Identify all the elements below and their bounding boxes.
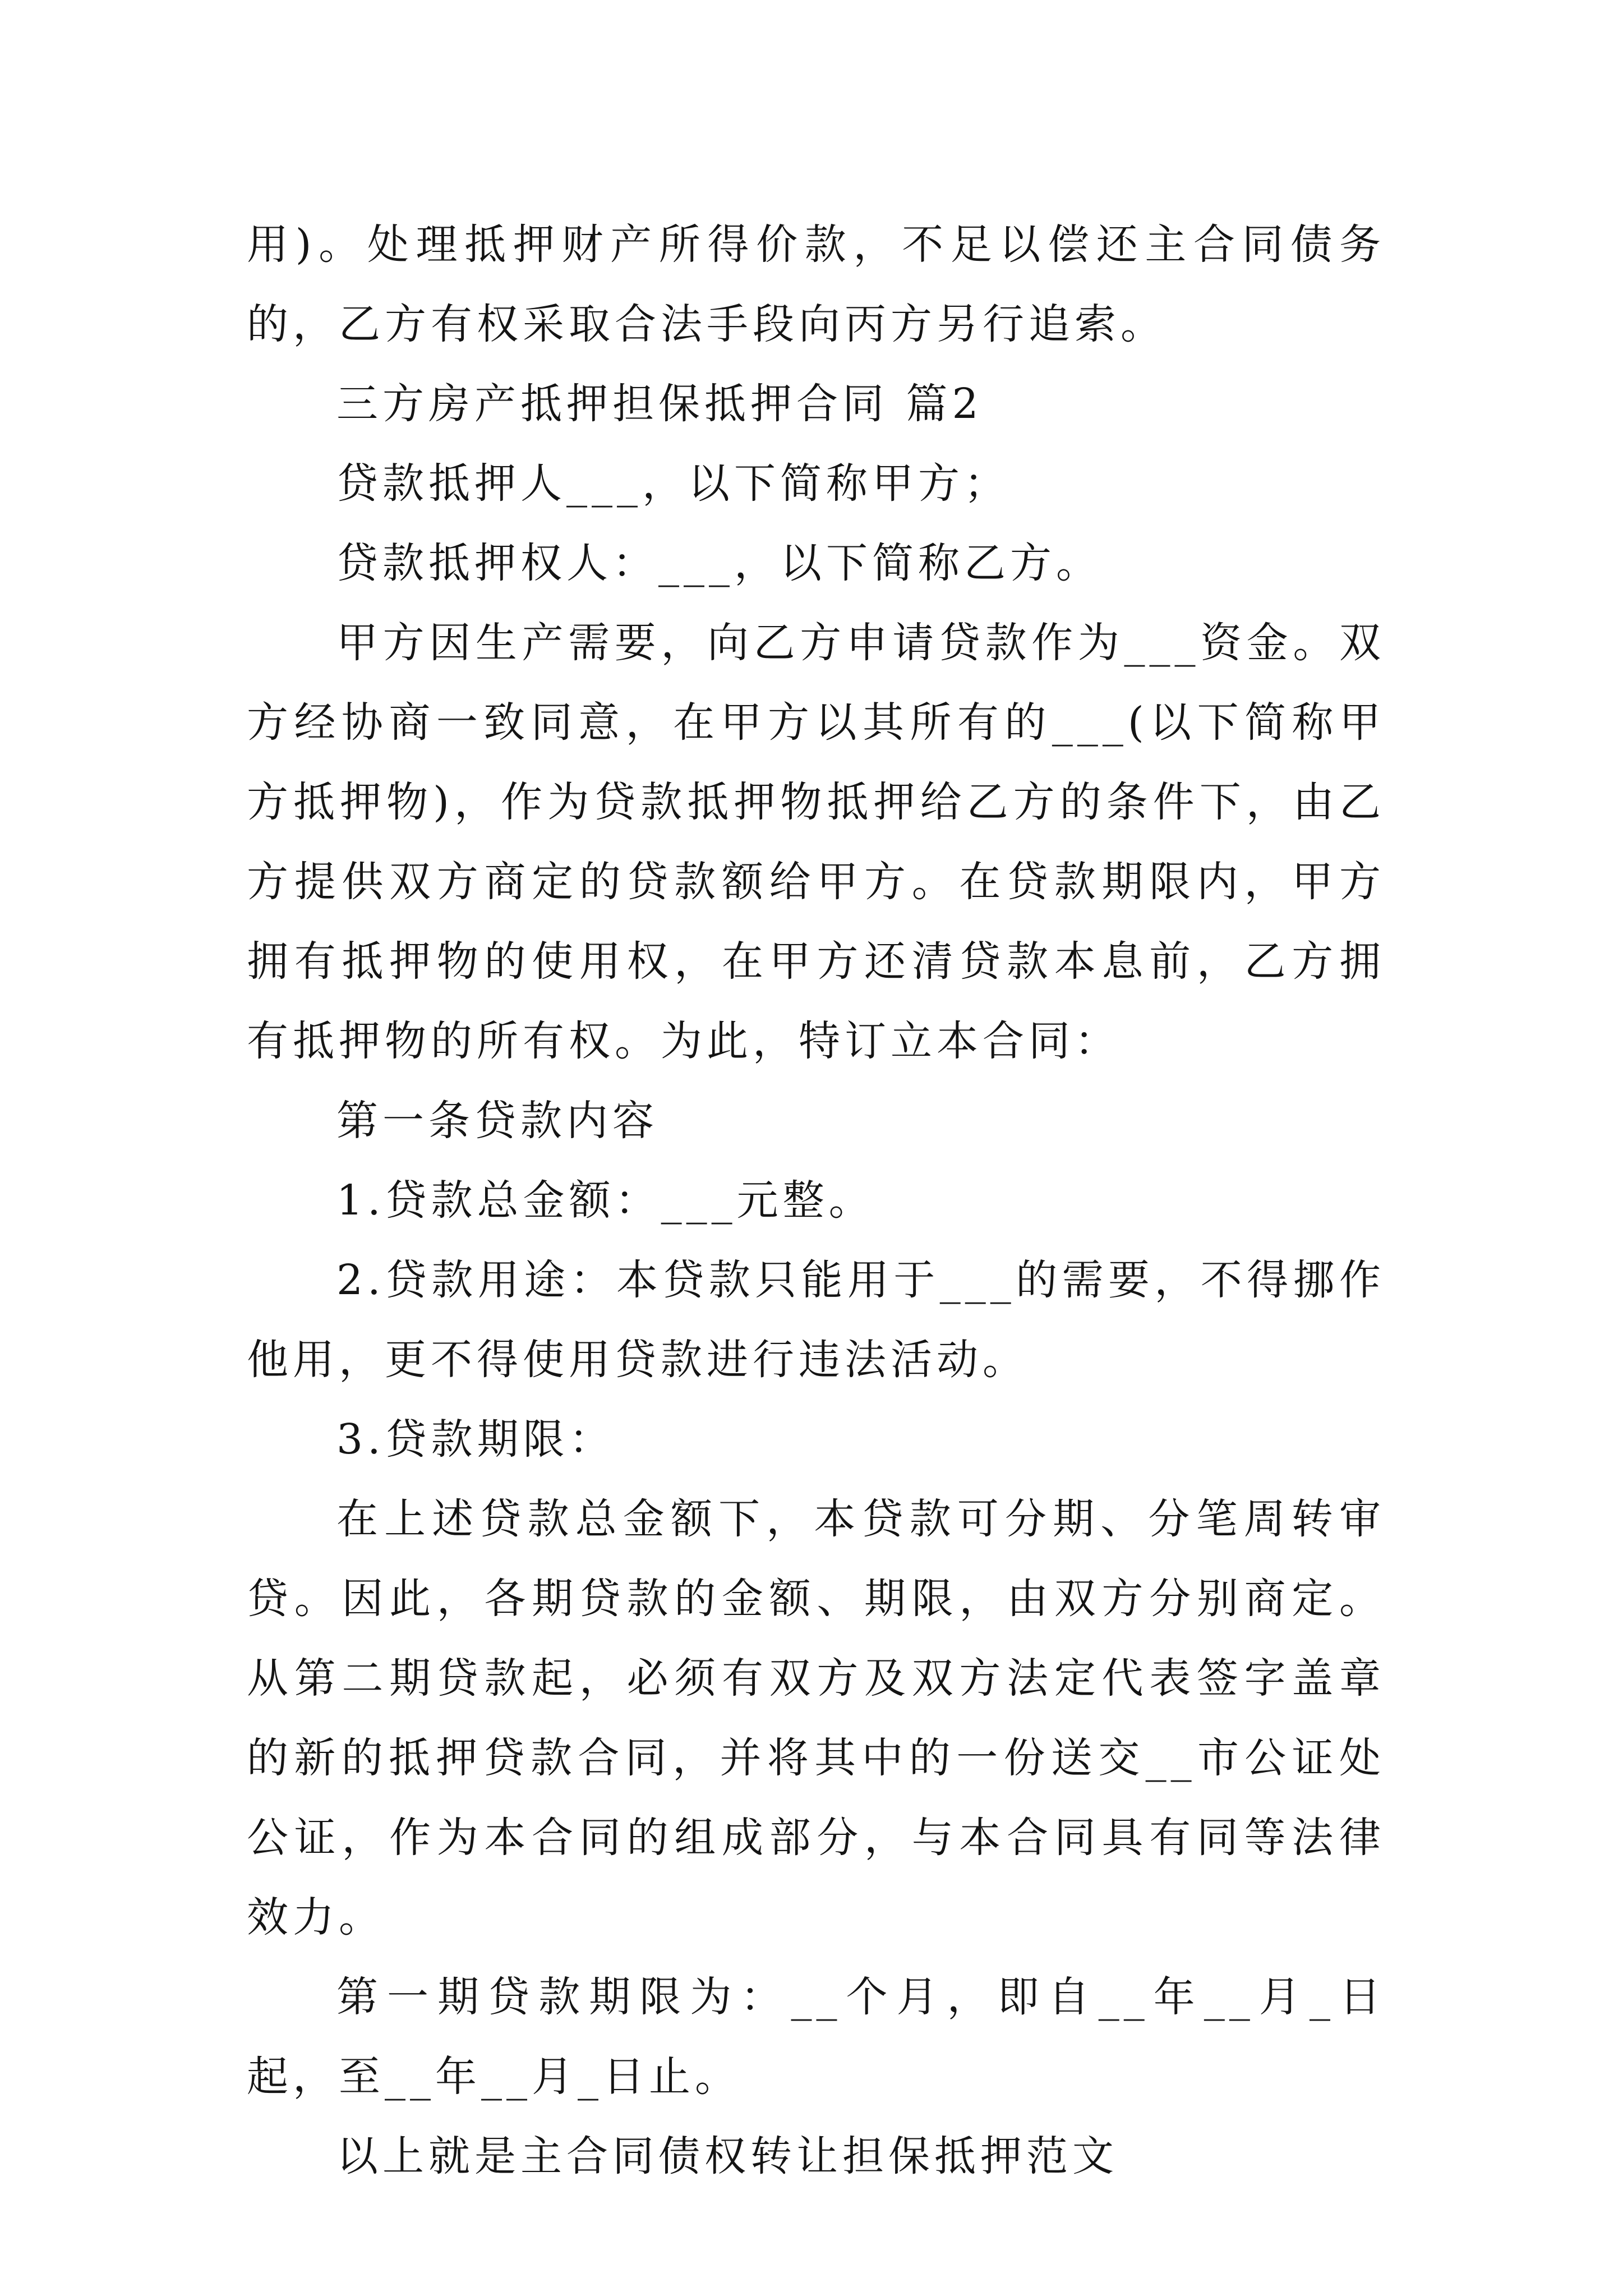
paragraph-mortgagee: 贷款抵押权人：___，以下简称乙方。 xyxy=(336,539,1102,587)
clause-term: 3.贷款期限： xyxy=(336,1415,615,1464)
paragraph-mortgagor: 贷款抵押人___，以下简称甲方； xyxy=(336,459,1010,508)
section-heading: 三方房产抵押担保抵押合同 篇2 xyxy=(336,380,983,428)
paragraph-preamble: 甲方因生产需要，向乙方申请贷款作为___资金。双方经协商一致同意，在甲方以其所有的___(以下简称甲方抵押物)，作为贷款抵押物抵押给乙方的条件下，由乙方提供双方商定的贷款额给甲方。在贷款期限内，甲方拥有抵押物的使用权，在甲方还清贷款本息前，乙方拥有抵押物的所有权。为此，特订立本合同： xyxy=(247,619,1385,1065)
paragraph-first-period: 第一期贷款期限为：__个月，即自__年__月_日起，至__年__月_日止。 xyxy=(247,1973,1385,2101)
clause-amount: 1.贷款总金额：___元整。 xyxy=(336,1176,875,1225)
paragraph-closing: 以上就是主合同债权转让担保抵押范文 xyxy=(336,2132,1118,2180)
document-body xyxy=(247,205,1385,2196)
paragraph-continuation: 用)。处理抵押财产所得价款，不足以偿还主合同债务的，乙方有权采取合法手段向丙方另行追索。 xyxy=(247,220,1385,348)
clause-purpose: 2.贷款用途：本贷款只能用于___的需要，不得挪作他用，更不得使用贷款进行违法活动。 xyxy=(247,1256,1385,1384)
article-heading: 第一条贷款内容 xyxy=(336,1097,658,1145)
paragraph-term-details: 在上述贷款总金额下，本贷款可分期、分笔周转审贷。因此，各期贷款的金额、期限，由双方分别商定。从第二期贷款起，必须有双方及双方法定代表签字盖章的新的抵押贷款合同，并将其中的一份送交__市公证处公证，作为本合同的组成部分，与本合同具有同等法律效力。 xyxy=(247,1495,1385,1941)
